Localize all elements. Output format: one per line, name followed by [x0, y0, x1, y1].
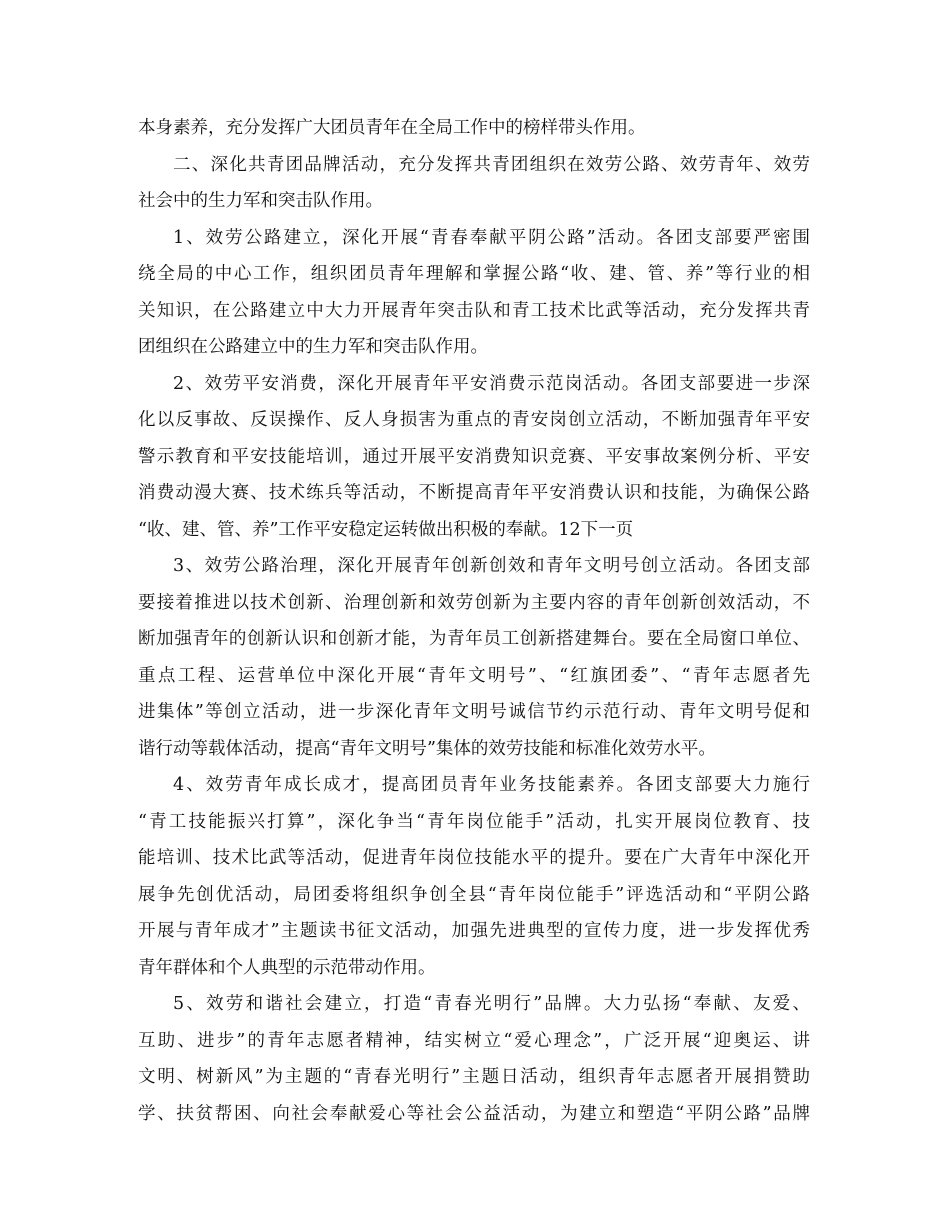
- text-line: 1、效劳公路建立，深化开展“青春奉献平阴公路”活动。各团支部要严密围: [173, 227, 810, 248]
- text-line: 文明、树新风”为主题的“青春光明行”主题日活动，组织青年志愿者开展捐赞助: [138, 1067, 810, 1087]
- text-line: “收、建、管、养”工作平安稳定运转做出积极的奉献。12下一页: [138, 519, 634, 540]
- text-line: 互助、进步”的青年志愿者精神，结实树立“爱心理念”，广泛开展“迎奥运、讲: [138, 1030, 810, 1051]
- text-line: 团组织在公路建立中的生力军和突击队作用。: [138, 337, 488, 357]
- text-line: 进集体”等创立活动，进一步深化青年文明号诚信节约示范行动、青年文明号促和: [138, 702, 810, 722]
- text-line: 3、效劳公路治理，深化开展青年创新创效和青年文明号创立活动。各团支部: [173, 556, 810, 576]
- text-line: 展争先创优活动，局团委将组织争创全县“青年岗位能手”评选活动和“平阴公路: [138, 884, 810, 905]
- text-line: 重点工程、运营单位中深化开展“青年文明号”、“红旗团委”、“青年志愿者先: [138, 665, 810, 686]
- text-line: 警示教育和平安技能培训，通过开展平安消费知识竞赛、平安事故案例分析、平安: [138, 446, 810, 467]
- text-line: 2、效劳平安消费，深化开展青年平安消费示范岗活动。各团支部要进一步深: [173, 373, 810, 394]
- text-line: 能培训、技术比武等活动，促进青年岗位技能水平的提升。要在广大青年中深化开: [138, 848, 810, 868]
- text-line: 二、深化共青团品牌活动，充分发挥共青团组织在效劳公路、效劳青年、效劳: [173, 154, 810, 175]
- text-line: 要接着推进以技术创新、治理创新和效劳创新为主要内容的青年创新创效活动，不: [138, 592, 810, 613]
- text-line: 消费动漫大赛、技术练兵等活动，不断提高青年平安消费认识和技能，为确保公路: [138, 483, 810, 503]
- text-line: 社会中的生力军和突击队作用。: [138, 191, 383, 211]
- text-line: “青工技能振兴打算”，深化争当“青年岗位能手”活动，扎实开展岗位教育、技: [138, 811, 810, 832]
- text-line: 青年群体和个人典型的示范带动作用。: [138, 957, 436, 978]
- text-line: 化以反事故、反误操作、反人身损害为重点的青安岗创立活动，不断加强青年平安: [138, 410, 810, 430]
- text-line: 本身素养，充分发挥广大团员青年在全局工作中的榜样带头作用。: [138, 118, 646, 138]
- text-line: 4、效劳青年成长成才，提高团员青年业务技能素养。各团支部要大力施行: [173, 775, 810, 795]
- text-line: 绕全局的中心工作，组织团员青年理解和掌握公路“收、建、管、养”等行业的相: [138, 264, 810, 284]
- document-body: [138, 110, 810, 1132]
- text-line: 学、扶贫帮困、向社会奉献爱心等社会公益活动，为建立和塑造“平阴公路”品牌: [138, 1103, 810, 1124]
- text-line: 断加强青年的创新认识和创新才能，为青年员工创新搭建舞台。要在全局窗口单位、: [138, 629, 810, 649]
- text-line: 5、效劳和谐社会建立，打造“青春光明行”品牌。大力弘扬“奉献、友爱、: [173, 994, 810, 1014]
- text-line: 开展与青年成才”主题读书征文活动，加强先进典型的宣传力度，进一步发挥优秀: [138, 921, 810, 941]
- text-line: 关知识，在公路建立中大力开展青年突击队和青工技术比武等活动，充分发挥共青: [138, 300, 810, 321]
- text-line: 谐行动等载体活动，提高“青年文明号”集体的效劳技能和标准化效劳水平。: [138, 738, 716, 759]
